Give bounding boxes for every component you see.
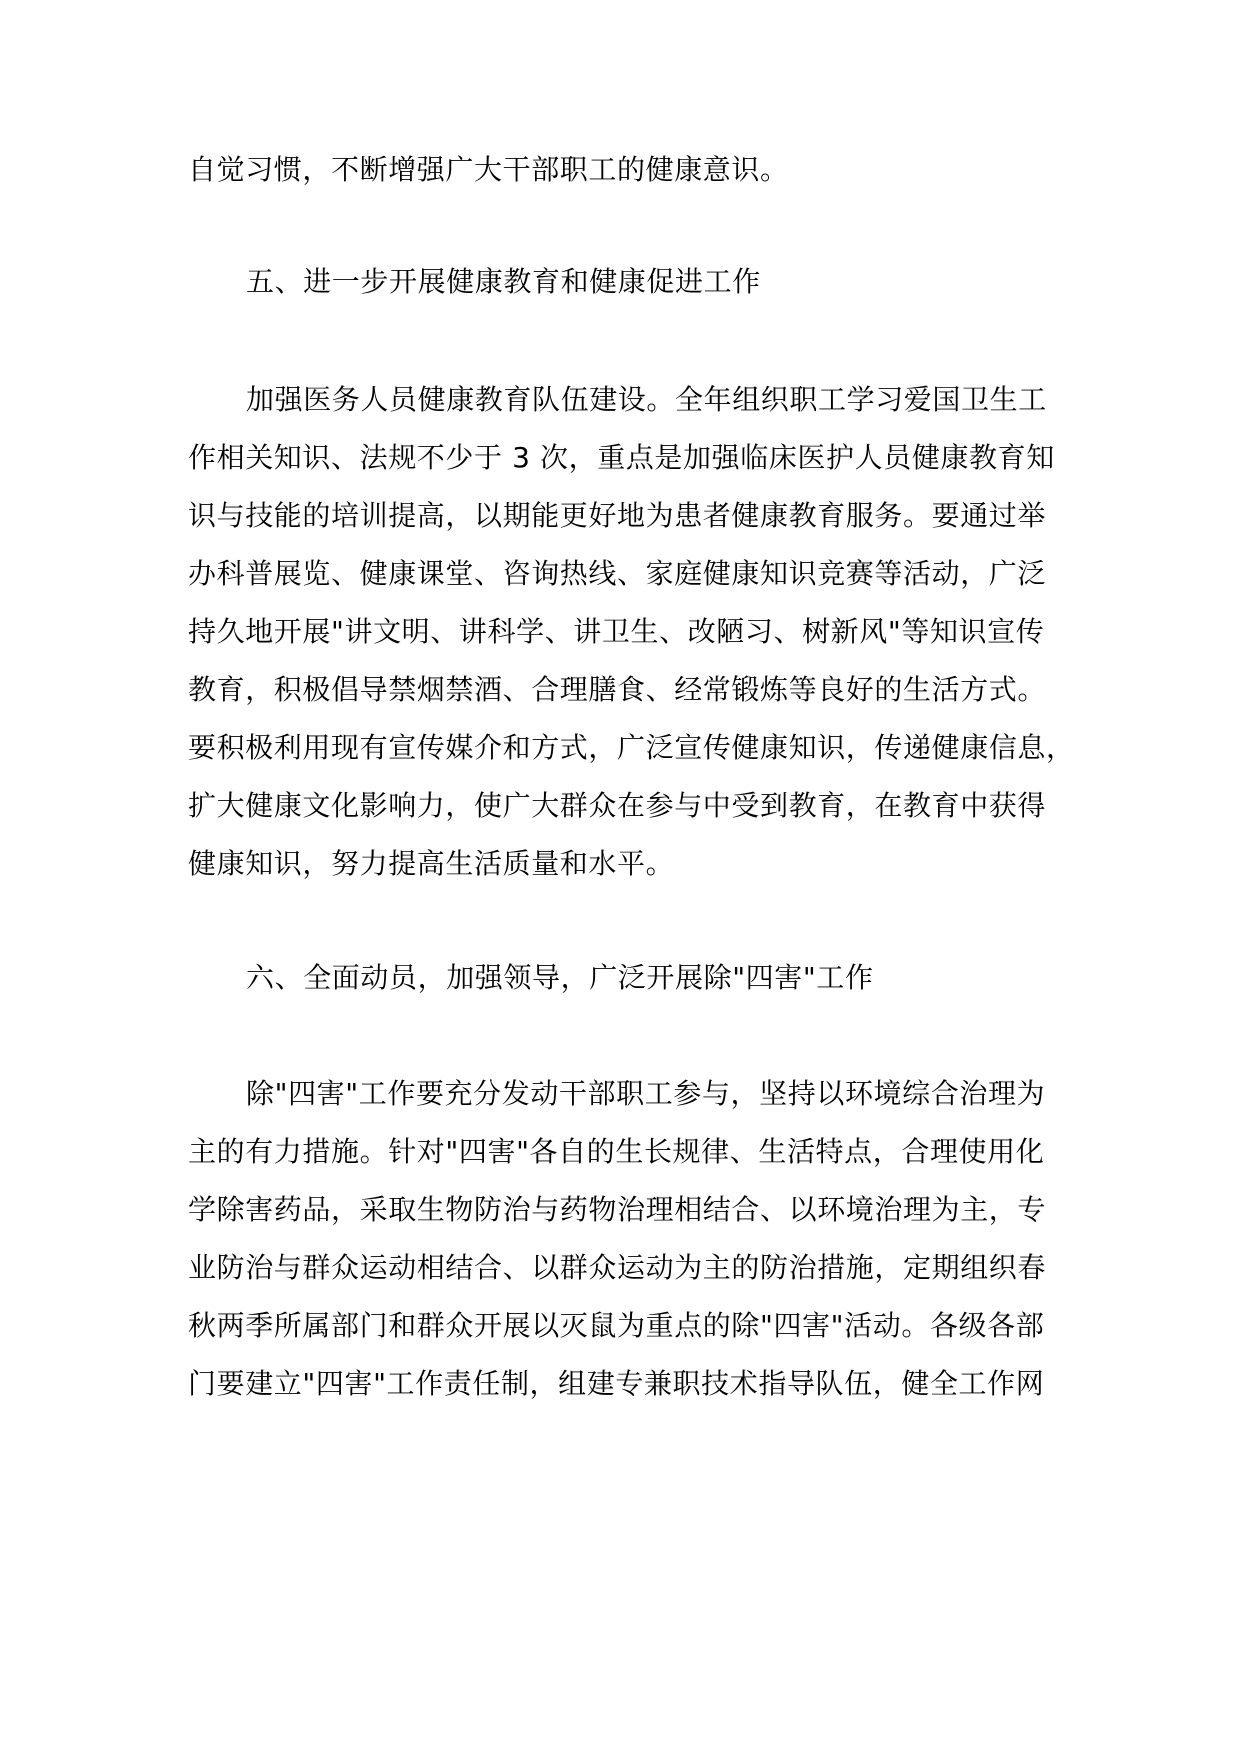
section-heading-5: 五、进一步开展健康教育和健康促进工作 [246, 265, 761, 298]
paragraph-line: 识与技能的培训提高，以期能更好地为患者健康教育服务。要通过举 [188, 499, 1047, 532]
paragraph-line: 主的有力措施。针对"四害"各自的生长规律、生活特点，合理使用化 [188, 1135, 1045, 1168]
paragraph-line: 教育，积极倡导禁烟禁酒、合理膳食、经常锻炼等良好的生活方式。 [188, 673, 1047, 706]
paragraph-line: 办科普展览、健康课堂、咨询热线、家庭健康知识竞赛等活动，广泛 [188, 557, 1047, 590]
paragraph-line: 健康知识，努力提高生活质量和水平。 [188, 847, 675, 880]
paragraph-line: 门要建立"四害"工作责任制，组建专兼职技术指导队伍，健全工作网 [188, 1367, 1045, 1400]
section-heading-6: 六、全面动员，加强领导，广泛开展除"四害"工作 [246, 961, 874, 994]
paragraph-line: 扩大健康文化影响力，使广大群众在参与中受到教育，在教育中获得 [188, 789, 1047, 822]
paragraph-line: 持久地开展"讲文明、讲科学、讲卫生、改陋习、树新风"等知识宣传 [188, 615, 1045, 648]
paragraph-line: 加强医务人员健康教育队伍建设。全年组织职工学习爱国卫生工 [246, 383, 1047, 416]
paragraph-line: 要积极利用现有宣传媒介和方式，广泛宣传健康知识，传递健康信息， [188, 731, 1075, 764]
paragraph-line: 除"四害"工作要充分发动干部职工参与，坚持以环境综合治理为 [246, 1077, 1046, 1110]
paragraph-line: 业防治与群众运动相结合、以群众运动为主的防治措施，定期组织春 [188, 1251, 1047, 1284]
paragraph-line: 学除害药品，采取生物防治与药物治理相结合、以环境治理为主，专 [188, 1193, 1047, 1226]
paragraph-line: 自觉习惯，不断增强广大干部职工的健康意识。 [188, 153, 789, 186]
paragraph-line: 秋两季所属部门和群众开展以灭鼠为重点的除"四害"活动。各级各部 [188, 1309, 1045, 1342]
paragraph-line: 作相关知识、法规不少于 3 次，重点是加强临床医护人员健康教育知 [188, 441, 1055, 474]
